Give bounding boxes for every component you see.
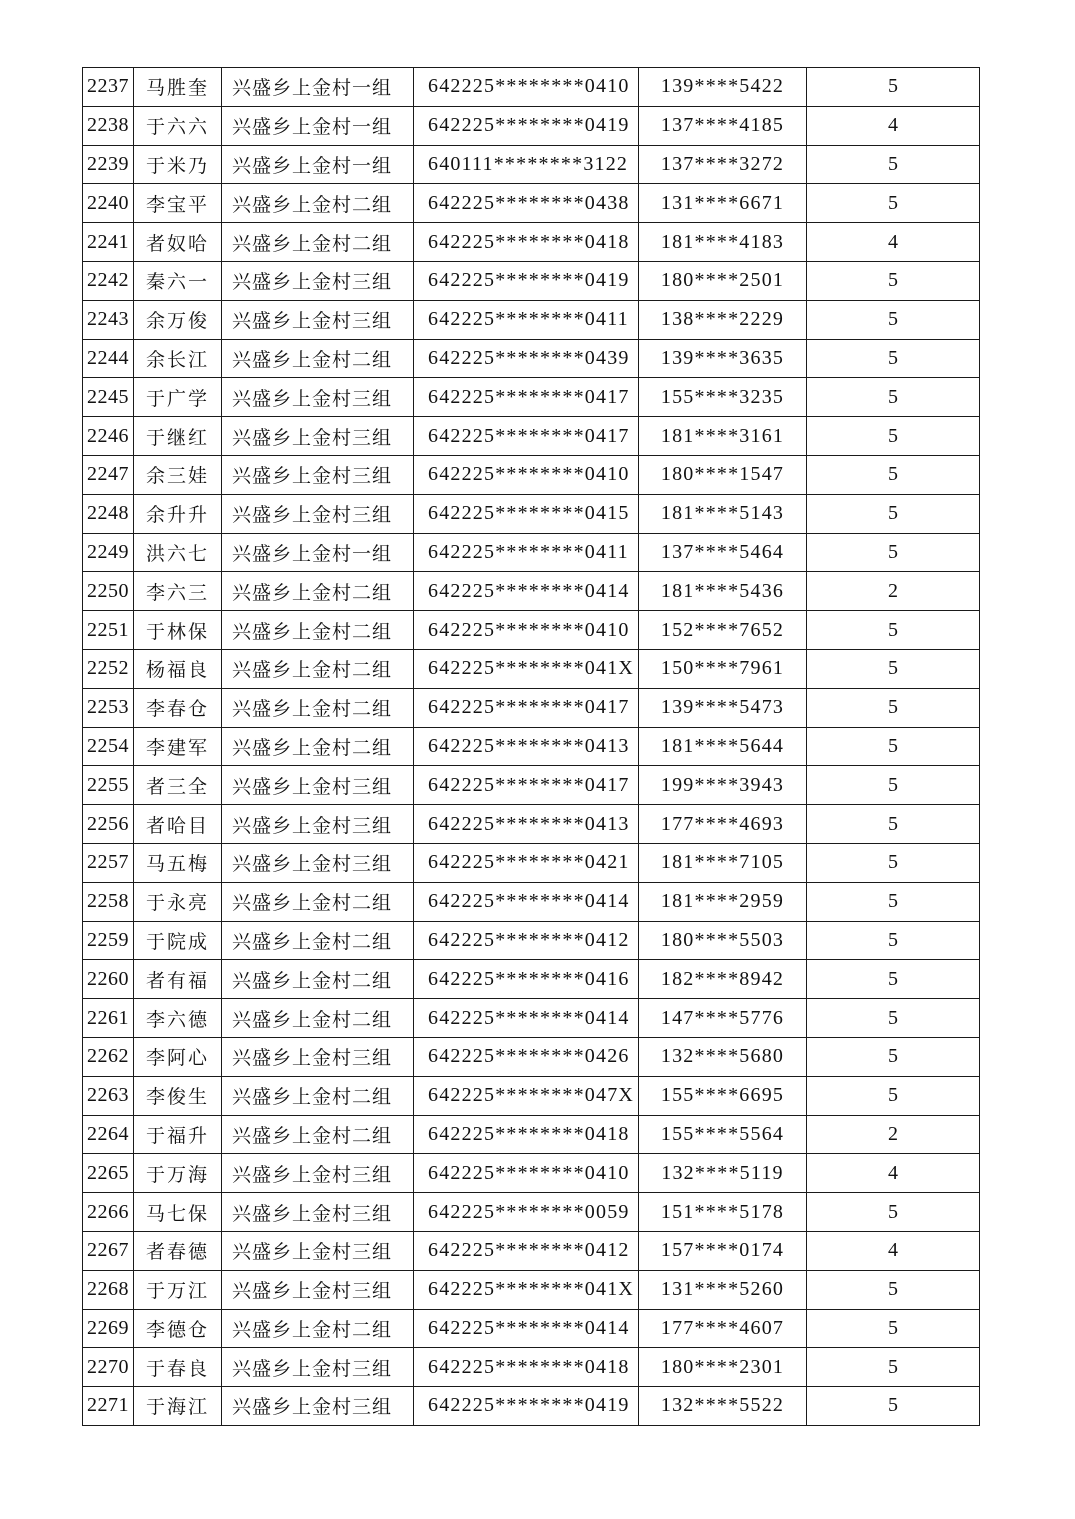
person-name-cell: 李春仓 — [134, 688, 222, 727]
table-row — [83, 339, 980, 378]
phone-number-cell: 181****4183 — [639, 223, 807, 262]
row-number-cell: 2244 — [83, 339, 134, 378]
row-number-cell: 2243 — [83, 300, 134, 339]
address-cell: 兴盛乡上金村一组 — [222, 533, 414, 572]
household-count-cell: 5 — [807, 1309, 980, 1348]
person-name-cell: 者奴哈 — [134, 223, 222, 262]
household-count-cell: 5 — [807, 417, 980, 456]
row-number-cell: 2245 — [83, 378, 134, 417]
household-count-cell: 5 — [807, 611, 980, 650]
table-row — [83, 300, 980, 339]
phone-number-cell: 137****3272 — [639, 145, 807, 184]
table-row — [83, 533, 980, 572]
id-number-cell: 642225********041X — [414, 649, 639, 688]
person-name-cell: 者哈目 — [134, 805, 222, 844]
phone-number-cell: 137****4185 — [639, 106, 807, 145]
household-count-cell: 5 — [807, 805, 980, 844]
table-row — [83, 843, 980, 882]
phone-number-cell: 177****4693 — [639, 805, 807, 844]
address-cell: 兴盛乡上金村二组 — [222, 184, 414, 223]
household-count-cell: 2 — [807, 572, 980, 611]
person-name-cell: 秦六一 — [134, 261, 222, 300]
phone-number-cell: 155****5564 — [639, 1115, 807, 1154]
id-number-cell: 642225********0415 — [414, 494, 639, 533]
household-count-cell: 5 — [807, 688, 980, 727]
household-count-cell: 5 — [807, 494, 980, 533]
household-count-cell: 5 — [807, 261, 980, 300]
phone-number-cell: 131****6671 — [639, 184, 807, 223]
person-name-cell: 于米乃 — [134, 145, 222, 184]
person-name-cell: 于林保 — [134, 611, 222, 650]
row-number-cell: 2256 — [83, 805, 134, 844]
address-cell: 兴盛乡上金村二组 — [222, 727, 414, 766]
table-row — [83, 106, 980, 145]
row-number-cell: 2268 — [83, 1270, 134, 1309]
row-number-cell: 2260 — [83, 960, 134, 999]
address-cell: 兴盛乡上金村二组 — [222, 223, 414, 262]
address-cell: 兴盛乡上金村二组 — [222, 921, 414, 960]
row-number-cell: 2264 — [83, 1115, 134, 1154]
household-count-cell: 5 — [807, 455, 980, 494]
row-number-cell: 2237 — [83, 68, 134, 107]
household-count-cell: 2 — [807, 1115, 980, 1154]
address-cell: 兴盛乡上金村三组 — [222, 494, 414, 533]
id-number-cell: 642225********0417 — [414, 417, 639, 456]
address-cell: 兴盛乡上金村二组 — [222, 960, 414, 999]
address-cell: 兴盛乡上金村一组 — [222, 68, 414, 107]
phone-number-cell: 152****7652 — [639, 611, 807, 650]
address-cell: 兴盛乡上金村一组 — [222, 106, 414, 145]
address-cell: 兴盛乡上金村三组 — [222, 1348, 414, 1387]
address-cell: 兴盛乡上金村三组 — [222, 300, 414, 339]
phone-number-cell: 138****2229 — [639, 300, 807, 339]
table-row — [83, 805, 980, 844]
person-name-cell: 于万海 — [134, 1154, 222, 1193]
household-count-cell: 4 — [807, 1154, 980, 1193]
household-count-cell: 5 — [807, 378, 980, 417]
id-number-cell: 642225********0439 — [414, 339, 639, 378]
phone-number-cell: 137****5464 — [639, 533, 807, 572]
phone-number-cell: 131****5260 — [639, 1270, 807, 1309]
id-number-cell: 642225********0410 — [414, 611, 639, 650]
id-number-cell: 642225********0410 — [414, 455, 639, 494]
row-number-cell: 2253 — [83, 688, 134, 727]
id-number-cell: 642225********0413 — [414, 805, 639, 844]
address-cell: 兴盛乡上金村三组 — [222, 378, 414, 417]
address-cell: 兴盛乡上金村二组 — [222, 572, 414, 611]
row-number-cell: 2258 — [83, 882, 134, 921]
phone-number-cell: 181****5436 — [639, 572, 807, 611]
id-number-cell: 640111********3122 — [414, 145, 639, 184]
table-row — [83, 649, 980, 688]
id-number-cell: 642225********0418 — [414, 1115, 639, 1154]
person-name-cell: 者春德 — [134, 1231, 222, 1270]
id-number-cell: 642225********0418 — [414, 1348, 639, 1387]
id-number-cell: 642225********0417 — [414, 766, 639, 805]
phone-number-cell: 150****7961 — [639, 649, 807, 688]
person-name-cell: 李六德 — [134, 999, 222, 1038]
row-number-cell: 2251 — [83, 611, 134, 650]
id-number-cell: 642225********0417 — [414, 378, 639, 417]
row-number-cell: 2259 — [83, 921, 134, 960]
address-cell: 兴盛乡上金村二组 — [222, 999, 414, 1038]
person-name-cell: 杨福良 — [134, 649, 222, 688]
roster-table-body — [83, 68, 980, 1426]
address-cell: 兴盛乡上金村三组 — [222, 1154, 414, 1193]
household-count-cell: 5 — [807, 1037, 980, 1076]
household-count-cell: 5 — [807, 1076, 980, 1115]
household-count-cell: 5 — [807, 882, 980, 921]
person-name-cell: 余三娃 — [134, 455, 222, 494]
id-number-cell: 642225********0438 — [414, 184, 639, 223]
household-count-cell: 5 — [807, 843, 980, 882]
phone-number-cell: 155****6695 — [639, 1076, 807, 1115]
household-count-cell: 5 — [807, 1270, 980, 1309]
person-name-cell: 于海江 — [134, 1387, 222, 1426]
table-row — [83, 184, 980, 223]
id-number-cell: 642225********041X — [414, 1270, 639, 1309]
table-row — [83, 999, 980, 1038]
id-number-cell: 642225********047X — [414, 1076, 639, 1115]
household-count-cell: 5 — [807, 1348, 980, 1387]
table-row — [83, 572, 980, 611]
id-number-cell: 642225********0419 — [414, 261, 639, 300]
table-row — [83, 1387, 980, 1426]
row-number-cell: 2238 — [83, 106, 134, 145]
id-number-cell: 642225********0414 — [414, 572, 639, 611]
address-cell: 兴盛乡上金村三组 — [222, 1387, 414, 1426]
id-number-cell: 642225********0426 — [414, 1037, 639, 1076]
table-row — [83, 1154, 980, 1193]
person-name-cell: 余升升 — [134, 494, 222, 533]
address-cell: 兴盛乡上金村二组 — [222, 1076, 414, 1115]
person-name-cell: 于院成 — [134, 921, 222, 960]
table-row — [83, 145, 980, 184]
id-number-cell: 642225********0410 — [414, 1154, 639, 1193]
person-name-cell: 李六三 — [134, 572, 222, 611]
household-count-cell: 5 — [807, 300, 980, 339]
household-count-cell: 5 — [807, 921, 980, 960]
table-row — [83, 611, 980, 650]
table-row — [83, 1076, 980, 1115]
address-cell: 兴盛乡上金村二组 — [222, 339, 414, 378]
phone-number-cell: 199****3943 — [639, 766, 807, 805]
phone-number-cell: 132****5522 — [639, 1387, 807, 1426]
row-number-cell: 2255 — [83, 766, 134, 805]
row-number-cell: 2266 — [83, 1193, 134, 1232]
id-number-cell: 642225********0410 — [414, 68, 639, 107]
id-number-cell: 642225********0417 — [414, 688, 639, 727]
table-row — [83, 766, 980, 805]
table-row — [83, 68, 980, 107]
household-count-cell: 5 — [807, 533, 980, 572]
table-row — [83, 1115, 980, 1154]
person-name-cell: 李德仓 — [134, 1309, 222, 1348]
phone-number-cell: 180****5503 — [639, 921, 807, 960]
phone-number-cell: 180****1547 — [639, 455, 807, 494]
phone-number-cell: 180****2501 — [639, 261, 807, 300]
row-number-cell: 2262 — [83, 1037, 134, 1076]
phone-number-cell: 181****3161 — [639, 417, 807, 456]
id-number-cell: 642225********0411 — [414, 300, 639, 339]
person-name-cell: 马胜奎 — [134, 68, 222, 107]
person-name-cell: 于春良 — [134, 1348, 222, 1387]
row-number-cell: 2241 — [83, 223, 134, 262]
row-number-cell: 2252 — [83, 649, 134, 688]
person-name-cell: 于万江 — [134, 1270, 222, 1309]
address-cell: 兴盛乡上金村二组 — [222, 1115, 414, 1154]
household-count-cell: 5 — [807, 145, 980, 184]
table-row — [83, 960, 980, 999]
row-number-cell: 2261 — [83, 999, 134, 1038]
person-name-cell: 余长江 — [134, 339, 222, 378]
address-cell: 兴盛乡上金村三组 — [222, 1231, 414, 1270]
id-number-cell: 642225********0418 — [414, 223, 639, 262]
address-cell: 兴盛乡上金村二组 — [222, 649, 414, 688]
address-cell: 兴盛乡上金村三组 — [222, 455, 414, 494]
row-number-cell: 2247 — [83, 455, 134, 494]
phone-number-cell: 139****3635 — [639, 339, 807, 378]
table-row — [83, 223, 980, 262]
id-number-cell: 642225********0419 — [414, 1387, 639, 1426]
table-row — [83, 494, 980, 533]
person-name-cell: 于福升 — [134, 1115, 222, 1154]
phone-number-cell: 181****5143 — [639, 494, 807, 533]
household-count-cell: 5 — [807, 999, 980, 1038]
row-number-cell: 2257 — [83, 843, 134, 882]
row-number-cell: 2239 — [83, 145, 134, 184]
address-cell: 兴盛乡上金村三组 — [222, 1193, 414, 1232]
table-row — [83, 1309, 980, 1348]
id-number-cell: 642225********0414 — [414, 882, 639, 921]
address-cell: 兴盛乡上金村一组 — [222, 145, 414, 184]
row-number-cell: 2240 — [83, 184, 134, 223]
phone-number-cell: 139****5473 — [639, 688, 807, 727]
table-row — [83, 1037, 980, 1076]
phone-number-cell: 182****8942 — [639, 960, 807, 999]
phone-number-cell: 157****0174 — [639, 1231, 807, 1270]
table-row — [83, 455, 980, 494]
id-number-cell: 642225********0411 — [414, 533, 639, 572]
person-name-cell: 于永亮 — [134, 882, 222, 921]
person-name-cell: 李宝平 — [134, 184, 222, 223]
address-cell: 兴盛乡上金村三组 — [222, 1037, 414, 1076]
phone-number-cell: 132****5680 — [639, 1037, 807, 1076]
id-number-cell: 642225********0419 — [414, 106, 639, 145]
phone-number-cell: 177****4607 — [639, 1309, 807, 1348]
row-number-cell: 2269 — [83, 1309, 134, 1348]
row-number-cell: 2250 — [83, 572, 134, 611]
table-row — [83, 688, 980, 727]
phone-number-cell: 181****7105 — [639, 843, 807, 882]
person-name-cell: 余万俊 — [134, 300, 222, 339]
household-count-cell: 5 — [807, 68, 980, 107]
table-row — [83, 1231, 980, 1270]
household-count-cell: 5 — [807, 1193, 980, 1232]
address-cell: 兴盛乡上金村三组 — [222, 766, 414, 805]
person-name-cell: 马五梅 — [134, 843, 222, 882]
phone-number-cell: 181****5644 — [639, 727, 807, 766]
address-cell: 兴盛乡上金村三组 — [222, 805, 414, 844]
phone-number-cell: 151****5178 — [639, 1193, 807, 1232]
row-number-cell: 2271 — [83, 1387, 134, 1426]
id-number-cell: 642225********0413 — [414, 727, 639, 766]
table-row — [83, 417, 980, 456]
household-count-cell: 5 — [807, 727, 980, 766]
row-number-cell: 2270 — [83, 1348, 134, 1387]
phone-number-cell: 132****5119 — [639, 1154, 807, 1193]
address-cell: 兴盛乡上金村三组 — [222, 261, 414, 300]
phone-number-cell: 155****3235 — [639, 378, 807, 417]
phone-number-cell: 180****2301 — [639, 1348, 807, 1387]
table-row — [83, 261, 980, 300]
table-row — [83, 1270, 980, 1309]
phone-number-cell: 147****5776 — [639, 999, 807, 1038]
household-count-cell: 5 — [807, 649, 980, 688]
id-number-cell: 642225********0416 — [414, 960, 639, 999]
person-name-cell: 李阿心 — [134, 1037, 222, 1076]
household-count-cell: 5 — [807, 1387, 980, 1426]
person-name-cell: 李俊生 — [134, 1076, 222, 1115]
address-cell: 兴盛乡上金村二组 — [222, 882, 414, 921]
person-name-cell: 者三全 — [134, 766, 222, 805]
phone-number-cell: 181****2959 — [639, 882, 807, 921]
phone-number-cell: 139****5422 — [639, 68, 807, 107]
person-name-cell: 于广学 — [134, 378, 222, 417]
household-count-cell: 5 — [807, 766, 980, 805]
row-number-cell: 2265 — [83, 1154, 134, 1193]
row-number-cell: 2254 — [83, 727, 134, 766]
row-number-cell: 2263 — [83, 1076, 134, 1115]
table-row — [83, 1193, 980, 1232]
person-name-cell: 于继红 — [134, 417, 222, 456]
household-count-cell: 5 — [807, 339, 980, 378]
id-number-cell: 642225********0421 — [414, 843, 639, 882]
household-count-cell: 4 — [807, 223, 980, 262]
address-cell: 兴盛乡上金村三组 — [222, 843, 414, 882]
household-count-cell: 5 — [807, 960, 980, 999]
table-row — [83, 727, 980, 766]
table-row — [83, 882, 980, 921]
person-name-cell: 者有福 — [134, 960, 222, 999]
row-number-cell: 2249 — [83, 533, 134, 572]
household-count-cell: 4 — [807, 1231, 980, 1270]
person-name-cell: 洪六七 — [134, 533, 222, 572]
address-cell: 兴盛乡上金村三组 — [222, 417, 414, 456]
household-count-cell: 4 — [807, 106, 980, 145]
row-number-cell: 2248 — [83, 494, 134, 533]
id-number-cell: 642225********0414 — [414, 999, 639, 1038]
table-row — [83, 1348, 980, 1387]
row-number-cell: 2242 — [83, 261, 134, 300]
table-row — [83, 921, 980, 960]
address-cell: 兴盛乡上金村三组 — [222, 1270, 414, 1309]
table-row — [83, 378, 980, 417]
address-cell: 兴盛乡上金村二组 — [222, 1309, 414, 1348]
id-number-cell: 642225********0059 — [414, 1193, 639, 1232]
id-number-cell: 642225********0412 — [414, 921, 639, 960]
row-number-cell: 2246 — [83, 417, 134, 456]
id-number-cell: 642225********0412 — [414, 1231, 639, 1270]
address-cell: 兴盛乡上金村二组 — [222, 611, 414, 650]
person-name-cell: 于六六 — [134, 106, 222, 145]
person-name-cell: 马七保 — [134, 1193, 222, 1232]
row-number-cell: 2267 — [83, 1231, 134, 1270]
roster-table — [82, 67, 980, 1426]
person-name-cell: 李建军 — [134, 727, 222, 766]
id-number-cell: 642225********0414 — [414, 1309, 639, 1348]
household-count-cell: 5 — [807, 184, 980, 223]
address-cell: 兴盛乡上金村二组 — [222, 688, 414, 727]
